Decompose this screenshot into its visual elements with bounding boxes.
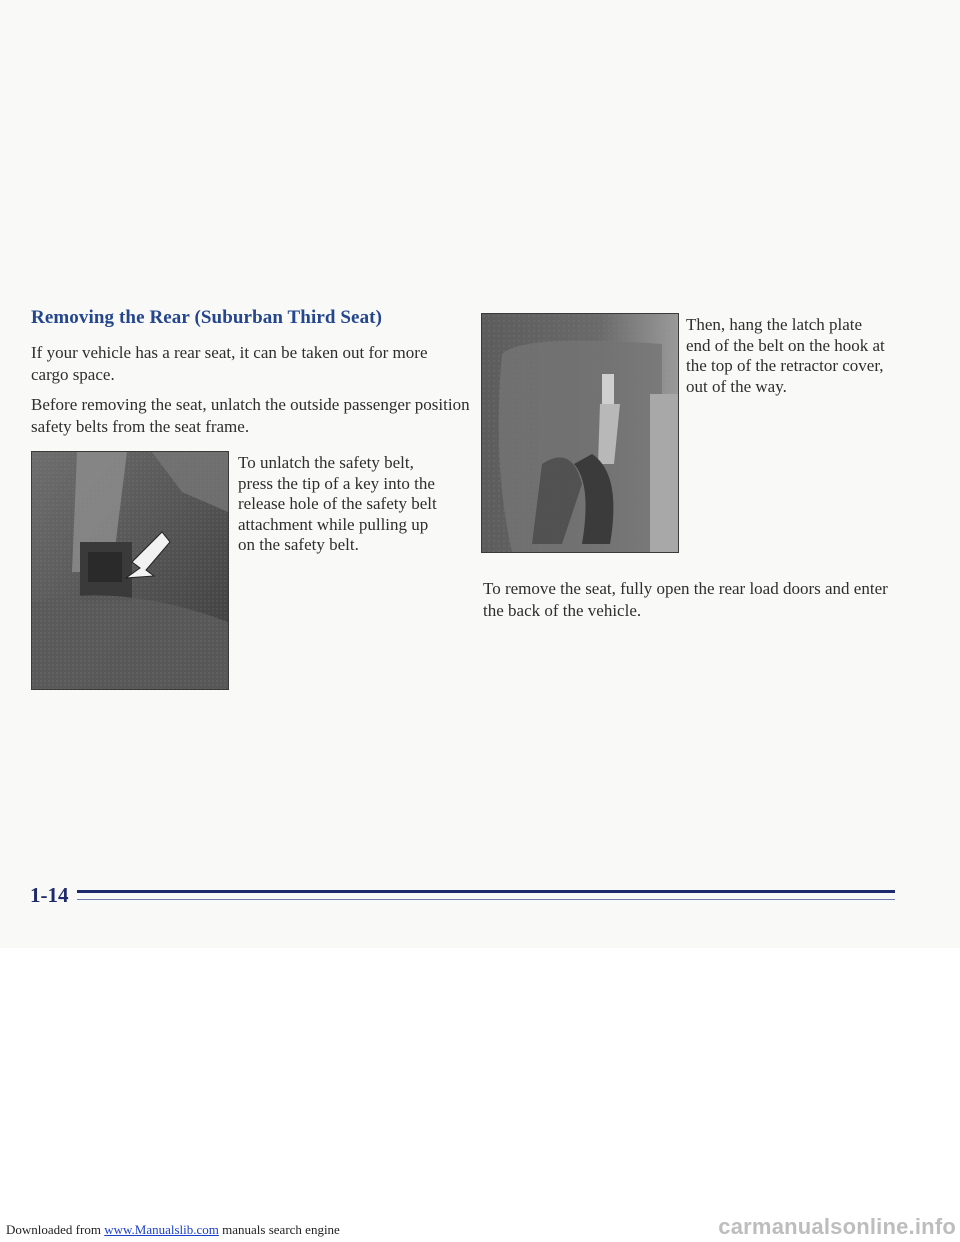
download-footer [6, 1222, 340, 1238]
manualslib-link[interactable]: www.Manualslib.com [104, 1222, 219, 1237]
remove-seat-paragraph: To remove the seat, fully open the rear load doors and enter the back of the vehicle. [483, 579, 888, 620]
footer-prefix: Downloaded from [6, 1222, 105, 1237]
section-heading: Removing the Rear (Suburban Third Seat) [31, 307, 383, 328]
unlatch-paragraph: To unlatch the safety belt, press the tip of a key into the release hole of the safety belt attachment while pulling up on the safety belt. [238, 453, 437, 554]
watermark-text: carmanualsonline.info [718, 1214, 956, 1239]
footer-rule-thin [77, 899, 895, 900]
before-paragraph: Before removing the seat, unlatch the outside passenger position safety belts from the seat frame. [31, 395, 470, 436]
footer-suffix: manuals search engine [218, 1222, 340, 1237]
safety-belt-release-photo [31, 451, 229, 690]
footer-rule-thick [77, 890, 895, 893]
intro-paragraph: If your vehicle has a rear seat, it can be taken out for more cargo space. [31, 343, 428, 384]
hang-latch-paragraph: Then, hang the latch plate end of the belt on the hook at the top of the retractor cover, out of the way. [686, 315, 885, 396]
page-number: 1-14 [30, 883, 69, 907]
latch-plate-hook-photo [481, 313, 679, 553]
